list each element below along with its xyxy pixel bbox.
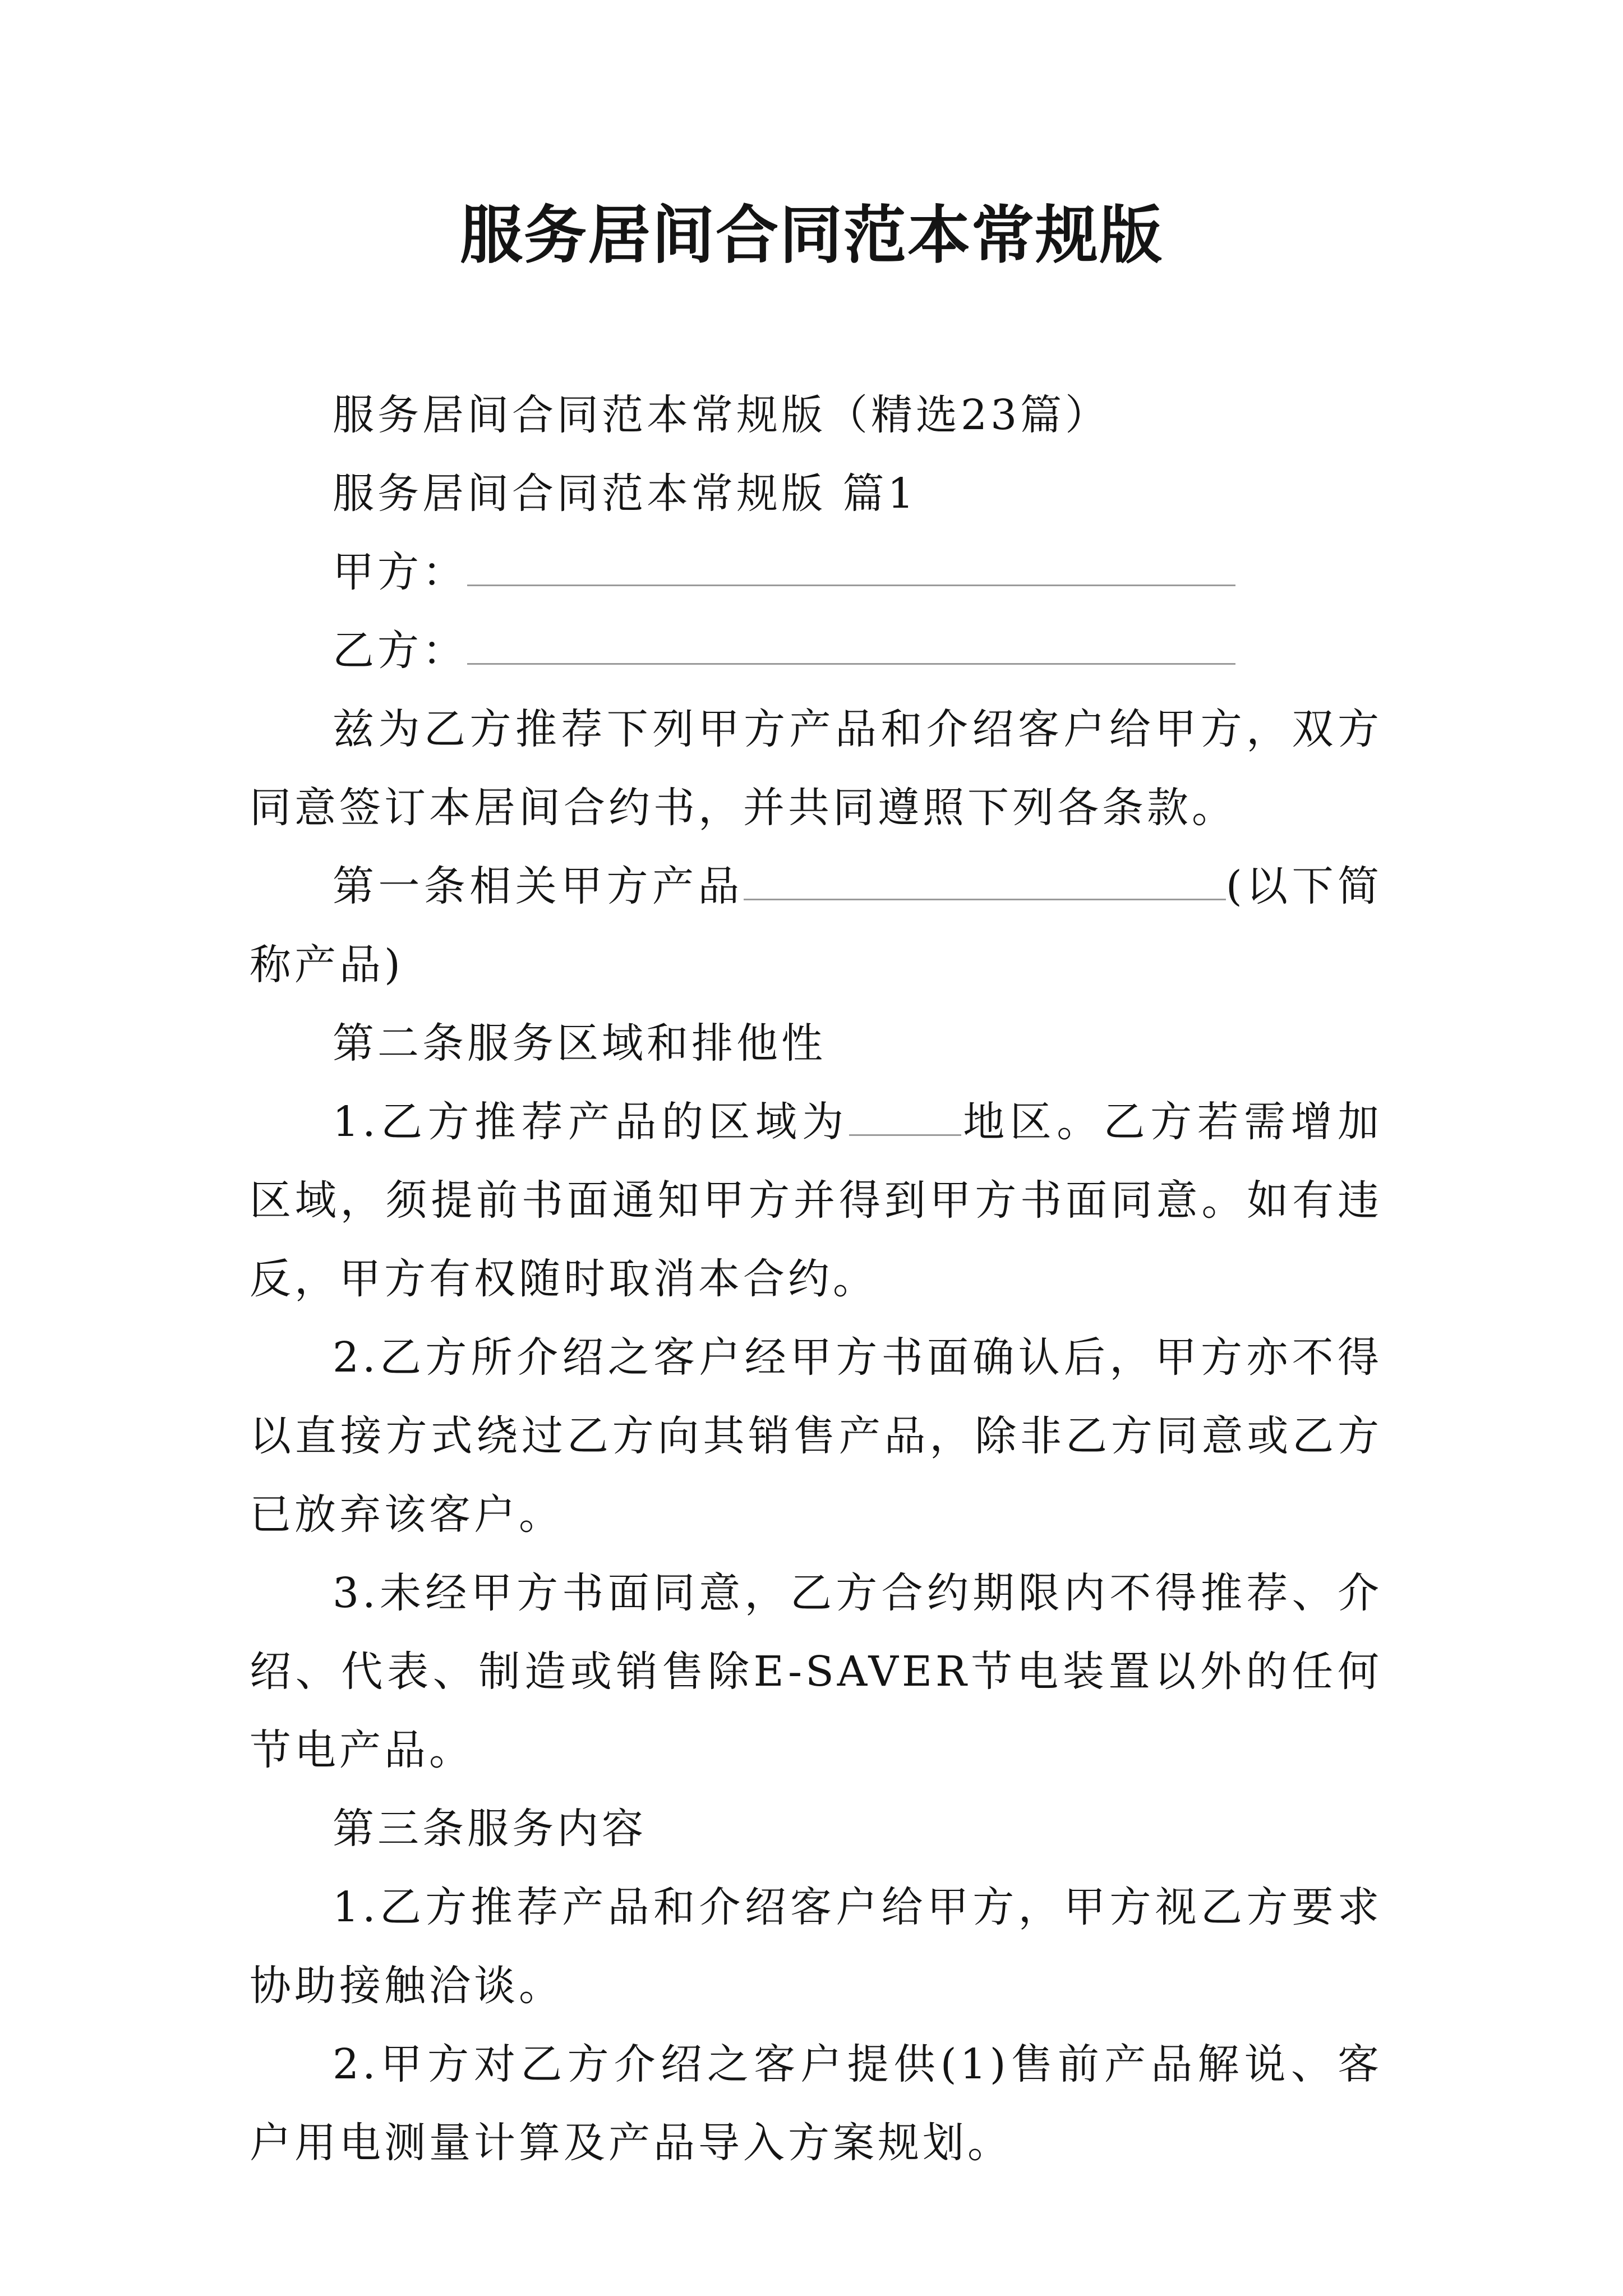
- region-blank: [849, 1093, 961, 1136]
- product-blank: [744, 857, 1226, 900]
- article-1: [250, 847, 1382, 1004]
- article-2-item-3: 3.未经甲方书面同意，乙方合约期限内不得推荐、介绍、代表、制造或销售除E-SAVER节电装置以外的任何节电产品。: [250, 1569, 1382, 1774]
- article-1-prefix: 第一条相关甲方产品: [333, 862, 744, 910]
- article-1-suffix: (以下简称产品): [250, 862, 1382, 989]
- article-3-item-2: 2.甲方对乙方介绍之客户提供(1)售前产品解说、客户用电测量计算及产品导入方案规划。: [250, 2040, 1382, 2167]
- article-2-item-1-suffix: 地区。乙方若需增加区域，须提前书面通知甲方并得到甲方书面同意。如有违反，甲方有权随时取消本合约。: [250, 1098, 1383, 1303]
- article-3-item-1: 1.乙方推荐产品和介绍客户给甲方，甲方视乙方要求协助接触洽谈。: [250, 1883, 1382, 2010]
- party-b-label: 乙方：: [333, 627, 467, 675]
- party-a-line: [250, 533, 1382, 611]
- article-2-item-1-prefix: 1.乙方推荐产品的区域为: [333, 1098, 849, 1146]
- document-title: 服务居间合同范本常规版: [460, 199, 1163, 272]
- article-3-title: 第三条服务内容: [333, 1805, 647, 1853]
- section-heading: 服务居间合同范本常规版 篇1: [333, 470, 917, 518]
- article-2-item-2: 2.乙方所介绍之客户经甲方书面确认后，甲方亦不得以直接方式绕过乙方向其销售产品，除非乙方同意或乙方已放弃该客户。: [250, 1333, 1382, 1539]
- party-a-blank: [467, 543, 1235, 586]
- subtitle: 服务居间合同范本常规版（精选23篇）: [333, 391, 1110, 439]
- party-b-blank: [467, 622, 1235, 665]
- intro-paragraph: 兹为乙方推荐下列甲方产品和介绍客户给甲方，双方同意签订本居间合约书，并共同遵照下列各条款。: [250, 705, 1382, 832]
- party-a-label: 甲方：: [333, 548, 467, 596]
- article-2-title: 第二条服务区域和排他性: [333, 1019, 826, 1068]
- party-b-line: [250, 611, 1382, 690]
- article-2-item-1: [250, 1083, 1382, 1318]
- document-body: [250, 376, 1382, 2182]
